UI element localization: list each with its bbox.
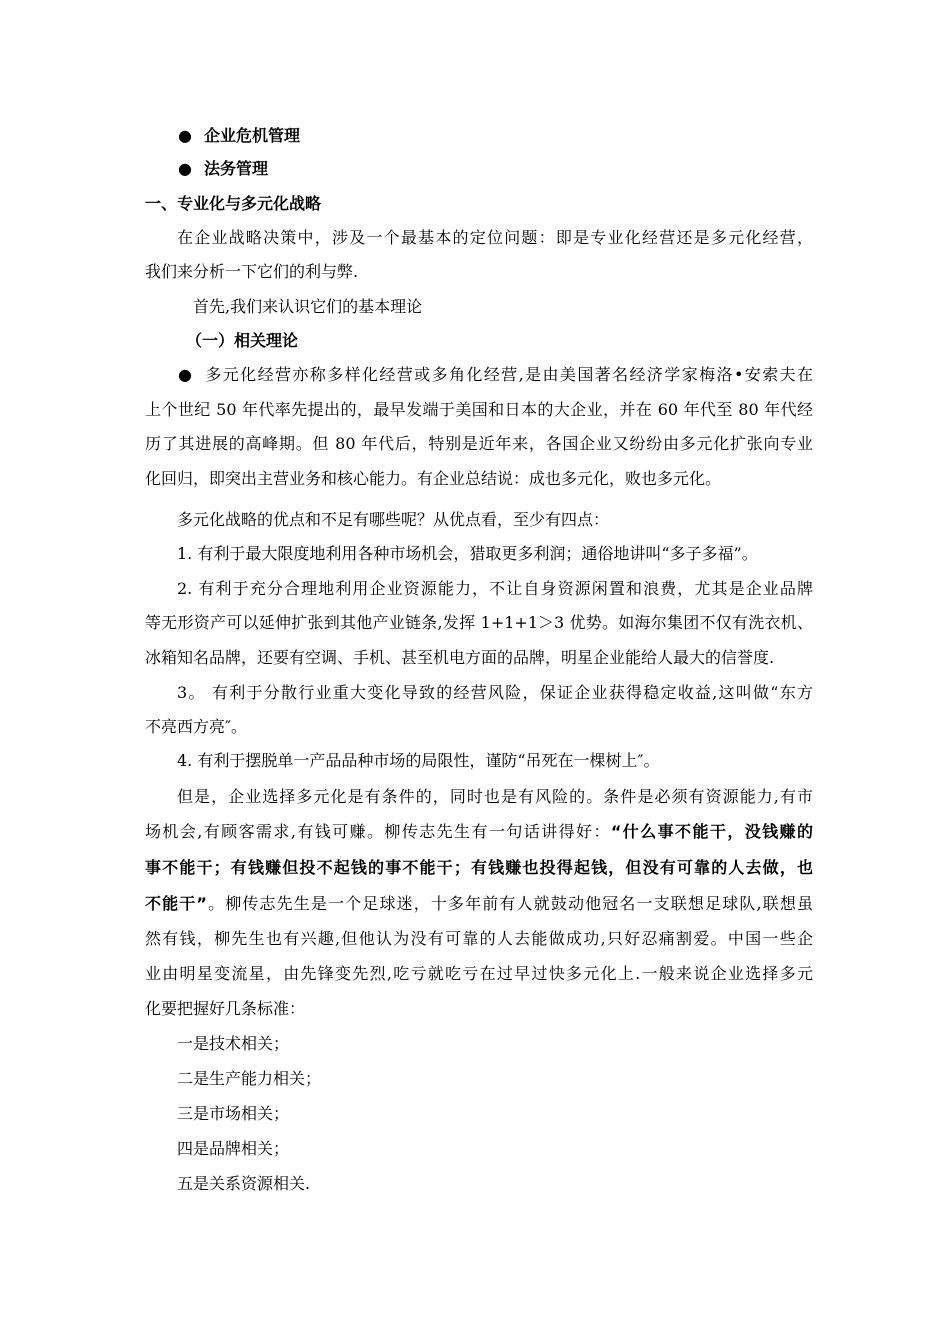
bullet-icon: ● bbox=[178, 126, 192, 145]
paragraph-line: 不亮西方亮″。 bbox=[145, 717, 247, 736]
bold-quote: 不能干” bbox=[145, 894, 207, 913]
paragraph-line: 冰箱知名品牌，还要有空调、手机、甚至机电方面的品牌，明星企业能给人最大的信誉度. bbox=[145, 648, 775, 667]
list-item: 3。 有利于分散行业重大变化导致的经营风险，保证企业获得稳定收益,这叫做“东方 bbox=[177, 683, 813, 702]
list-item: 二是生产能力相关； bbox=[177, 1069, 322, 1088]
bold-quote: 事不能干；有钱赚但投不起钱的事不能干；有钱赚也投得起钱，但没有可靠的人去做，也 bbox=[145, 858, 813, 877]
paragraph-line: 历了其进展的高峰期。但 80 年代后，特别是近年来，各国企业又纷纷由多元化扩张向专业 bbox=[145, 434, 813, 453]
paragraph-line: 在企业战略决策中，涉及一个最基本的定位问题：即是专业化经营还是多元化经营， bbox=[177, 228, 813, 247]
bullet-item-crisis-management bbox=[178, 124, 846, 148]
paragraph-line: 化要把握好几条标准： bbox=[145, 999, 306, 1018]
list-item: 2. 有利于充分合理地利用企业资源能力，不让自身资源闲置和浪费，尤其是企业品牌 bbox=[177, 579, 813, 598]
theory-line-1: 多元化经营亦称多样化经营或多角化经营,是由美国著名经济学家梅洛•安索夫在 bbox=[205, 365, 813, 384]
bullet-text: 法务管理 bbox=[203, 159, 268, 178]
text-run: 。柳传志先生是一个足球迷，十多年前有人就鼓动他冠名一支联想足球队,联想虽 bbox=[206, 894, 813, 913]
list-item: 一是技术相关； bbox=[177, 1034, 290, 1053]
bullet-icon: ● bbox=[178, 159, 192, 178]
bullet-item-legal-management bbox=[178, 157, 846, 181]
paragraph-line: 业由明星变流星，由先锋变先烈,吃亏就吃亏在过早过快多元化上.一般来说企业选择多元 bbox=[145, 964, 813, 983]
paragraph-line bbox=[145, 892, 813, 916]
text-run: 场机会,有顾客需求,有钱可赚。柳传志先生有一句话讲得好： bbox=[145, 822, 611, 841]
paragraph-line: 首先,我们来认识它们的基本理论 bbox=[193, 297, 423, 316]
paragraph-line: 化回归，即突出主营业务和核心能力。有企业总结说：成也多元化，败也多元化。 bbox=[145, 469, 722, 488]
bullet-text: 企业危机管理 bbox=[203, 126, 300, 145]
section-heading: 一、专业化与多元化战略 bbox=[145, 194, 322, 213]
paragraph-line bbox=[145, 820, 813, 844]
paragraph-line: 多元化战略的优点和不足有哪些呢？从优点看，至少有四点： bbox=[177, 510, 610, 529]
paragraph-line: 但是，企业选择多元化是有条件的，同时也是有风险的。条件是必须有资源能力,有市 bbox=[177, 787, 813, 806]
paragraph-line: 然有钱，柳先生也有兴趣,但他认为没有可靠的人去能做成功,只好忍痛割爱。中国一些企 bbox=[145, 929, 813, 948]
list-item: 四是品牌相关； bbox=[177, 1139, 290, 1158]
paragraph-line: 我们来分析一下它们的利与弊. bbox=[145, 262, 359, 281]
bold-quote: “什么事不能干，没钱赚的 bbox=[610, 822, 813, 841]
list-item: 三是市场相关； bbox=[177, 1104, 290, 1123]
bullet-icon: ● bbox=[178, 365, 194, 384]
list-item: 五是关系资源相关. bbox=[177, 1174, 311, 1193]
paragraph-line: 等无形资产可以延伸扩张到其他产业链条,发挥 1+1+1＞3 优势。如海尔集团不仅有洗衣机、 bbox=[145, 613, 813, 632]
paragraph-line bbox=[178, 363, 813, 387]
paragraph-line: 上个世纪 50 年代率先提出的，最早发端于美国和日本的大企业，并在 60 年代至 80 年代经 bbox=[145, 400, 813, 419]
subheading: （一）相关理论 bbox=[186, 331, 299, 350]
list-item: 1. 有利于最大限度地利用各种市场机会，猎取更多利润；通俗地讲叫“多子多福”。 bbox=[177, 544, 758, 563]
list-item: 4. 有利于摆脱单一产品品种市场的局限性，谨防“吊死在一棵树上″。 bbox=[177, 751, 660, 770]
